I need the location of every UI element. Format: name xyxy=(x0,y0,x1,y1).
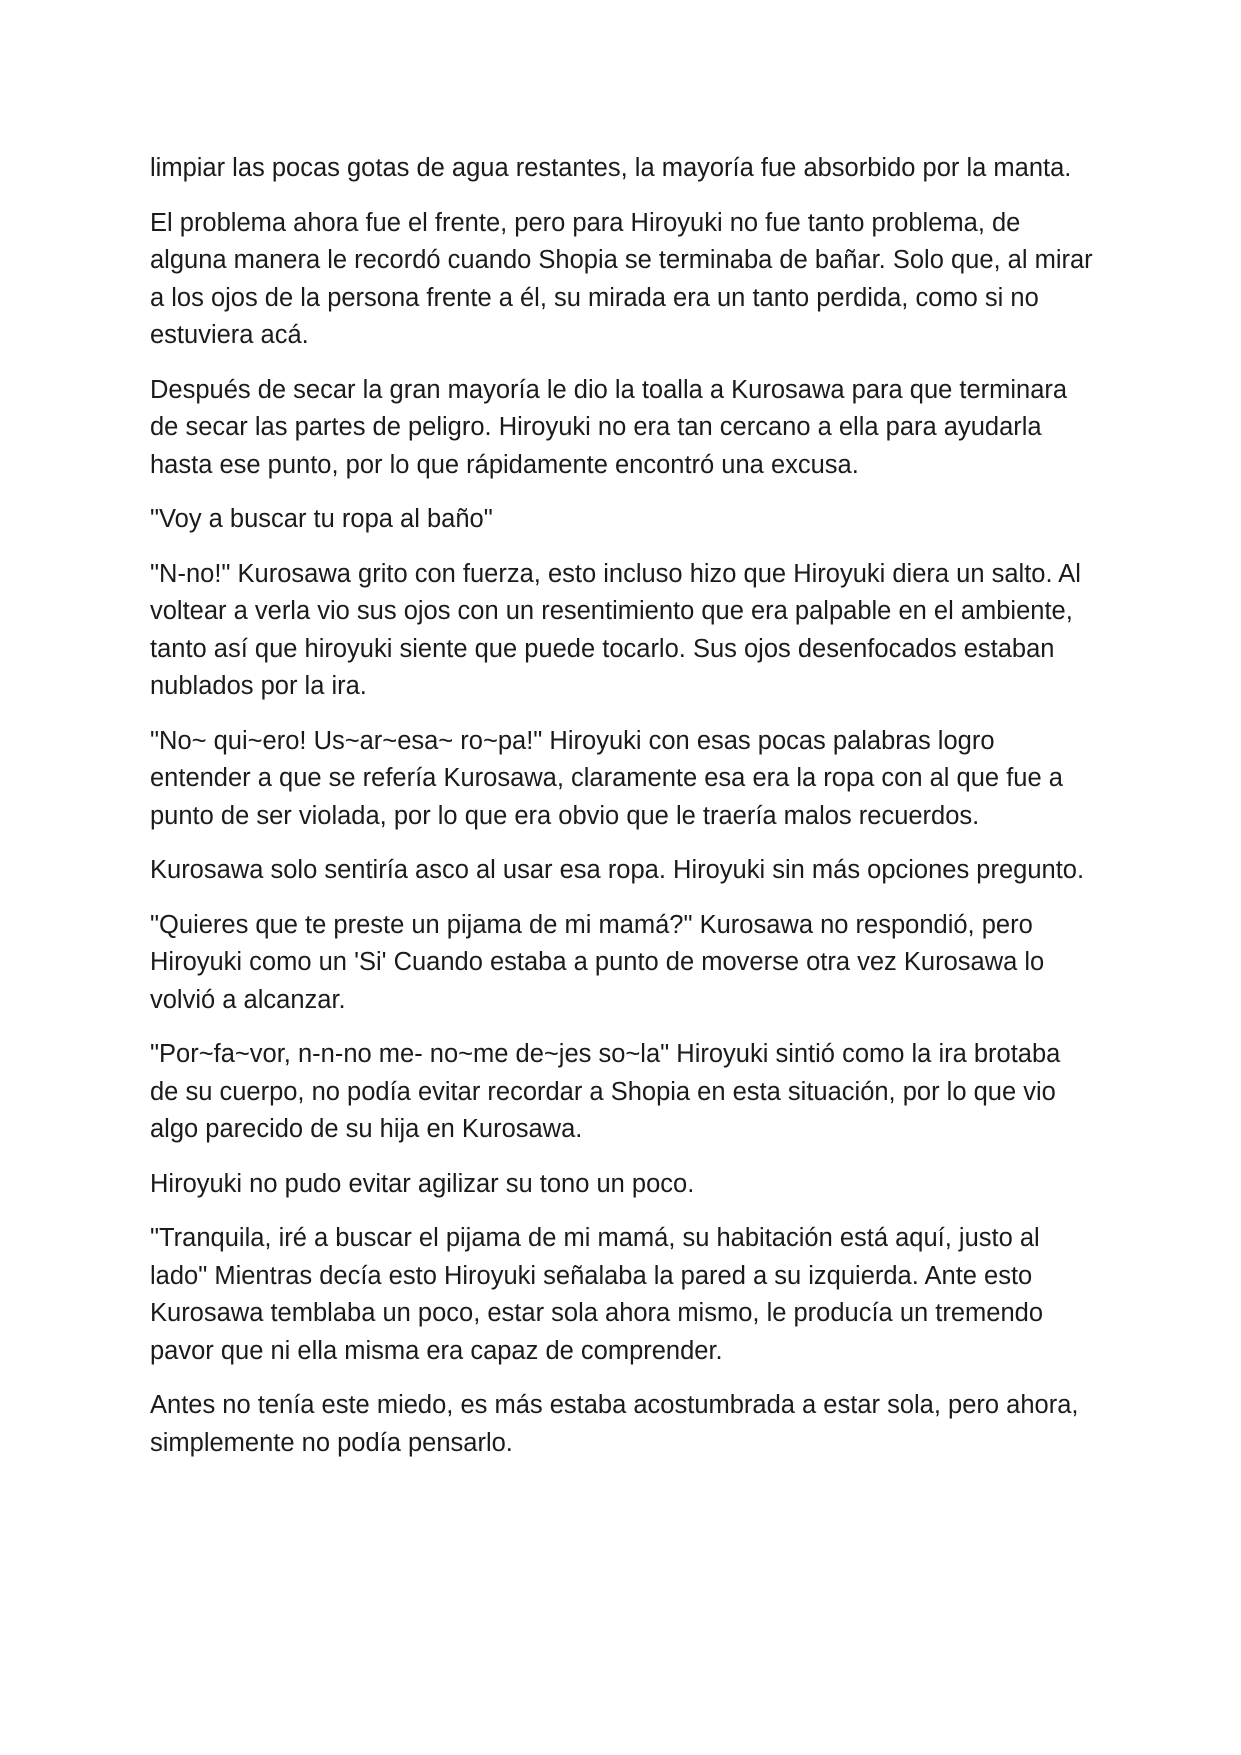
paragraph: "No~ qui~ero! Us~ar~esa~ ro~pa!" Hiroyuki con esas pocas palabras logro entender a que se refería Kurosawa, claramente esa era la ropa con al que fue a punto de ser violada, por lo que era obvio que le traería malos recuerdos. xyxy=(150,726,1063,830)
paragraph: Antes no tenía este miedo, es más estaba acostumbrada a estar sola, pero ahora, simplemente no podía pensarlo. xyxy=(150,1391,1079,1457)
paragraph: "Voy a buscar tu ropa al baño" xyxy=(150,505,493,533)
paragraph: "Tranquila, iré a buscar el pijama de mi mamá, su habitación está aquí, justo al lado" Mientras decía esto Hiroyuki señalaba la pared a su izquierda. Ante esto Kurosawa temblaba un poco, estar sola ahora mismo, le producía un tremendo pavor que ni ella misma era capaz de comprender. xyxy=(150,1224,1043,1365)
paragraph: limpiar las pocas gotas de agua restantes, la mayoría fue absorbido por la manta. xyxy=(150,154,1072,182)
document-body xyxy=(150,150,1095,1479)
paragraph: Hiroyuki no pudo evitar agilizar su tono un poco. xyxy=(150,1169,695,1198)
paragraph: El problema ahora fue el frente, pero para Hiroyuki no fue tanto problema, de alguna manera le recordó cuando Shopia se terminaba de bañar. Solo que, al mirar a los ojos de la persona frente a él, su mirada era un tanto perdida, como si no estuviera acá. xyxy=(150,208,1093,349)
paragraph: Kurosawa solo sentiría asco al usar esa ropa. Hiroyuki sin más opciones pregunto. xyxy=(150,856,1085,884)
paragraph: "Quieres que te preste un pijama de mi mamá?" Kurosawa no respondió, pero Hiroyuki como un 'Si' Cuando estaba a punto de moverse otra vez Kurosawa lo volvió a alcanzar. xyxy=(150,910,1045,1014)
paragraph: Después de secar la gran mayoría le dio la toalla a Kurosawa para que terminara de secar las partes de peligro. Hiroyuki no era tan cercano a ella para ayudarla hasta ese punto, por lo que rápidamente encontró una excusa. xyxy=(150,375,1068,479)
paragraph: "Por~fa~vor, n-n-no me- no~me de~jes so~la" Hiroyuki sintió como la ira brotaba de su cuerpo, no podía evitar recordar a Shopia en esta situación, por lo que vio algo parecido de su hija en Kurosawa. xyxy=(150,1040,1061,1143)
paragraph: "N-no!" Kurosawa grito con fuerza, esto incluso hizo que Hiroyuki diera un salto. Al voltear a verla vio sus ojos con un resentimiento que era palpable en el ambiente, tanto así que hiroyuki siente que puede tocarlo. Sus ojos desenfocados estaban nublados por la ira. xyxy=(150,559,1081,700)
